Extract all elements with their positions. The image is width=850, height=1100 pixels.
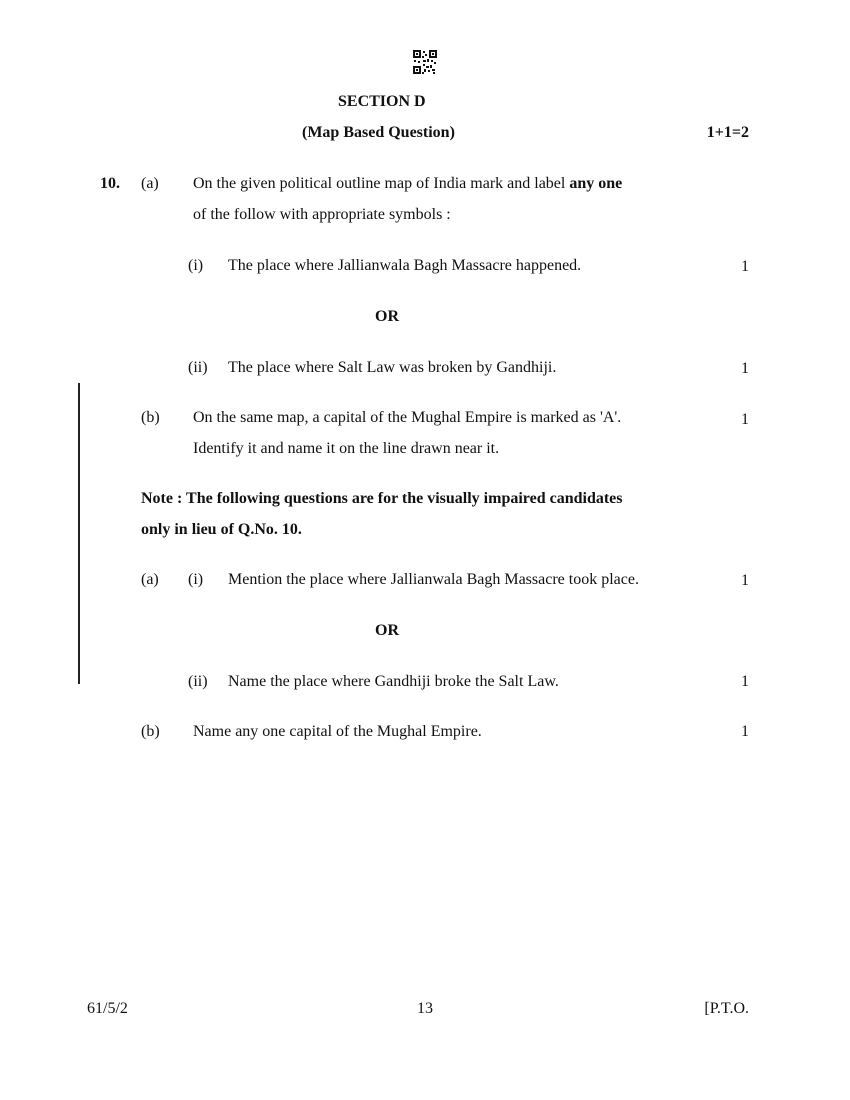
vi-part-a-label: (a)	[141, 571, 159, 588]
vi-part-b-label: (b)	[141, 723, 160, 740]
vi-option-ii-text: Name the place where Gandhiji broke the Salt Law.	[228, 673, 559, 690]
vi-option-i-label: (i)	[188, 571, 204, 588]
vi-option-ii-label: (ii)	[188, 673, 208, 690]
part-b-text-line-2: Identify it and name it on the line drawn near it.	[193, 440, 500, 457]
vi-option-i-mark: 1	[741, 572, 749, 589]
page-number: 13	[417, 1000, 433, 1017]
vi-option-i-text: Mention the place where Jallianwala Bagh Massacre took place.	[228, 571, 639, 588]
margin-line	[78, 383, 80, 684]
section-subtitle: (Map Based Question)	[302, 124, 455, 141]
part-b-label: (b)	[141, 409, 160, 426]
option-ii-text: The place where Salt Law was broken by Gandhiji.	[228, 359, 557, 376]
part-a-text-bold: any one	[569, 175, 623, 192]
or-divider: OR	[375, 308, 399, 325]
part-a-text-normal: On the given political outline map of India mark and label	[193, 175, 570, 192]
vi-option-ii-mark: 1	[741, 673, 749, 690]
qr-code-icon	[413, 50, 437, 74]
note-line-2: only in lieu of Q.No. 10.	[141, 521, 302, 538]
vi-part-b-text: Name any one capital of the Mughal Empire.	[193, 723, 482, 740]
vi-part-b-mark: 1	[741, 723, 749, 740]
part-b-mark: 1	[741, 411, 749, 428]
pto-label: [P.T.O.	[704, 1000, 749, 1017]
part-a-text-line-2: of the follow with appropriate symbols :	[193, 206, 451, 223]
vi-or-divider: OR	[375, 622, 399, 639]
paper-code: 61/5/2	[87, 1000, 128, 1017]
part-b-text-line-1: On the same map, a capital of the Mughal Empire is marked as 'A'.	[193, 409, 622, 426]
question-number: 10.	[100, 175, 120, 192]
option-i-label: (i)	[188, 257, 204, 274]
option-i-mark: 1	[741, 258, 749, 275]
part-a-label: (a)	[141, 175, 159, 192]
option-ii-label: (ii)	[188, 359, 208, 376]
note-line-1: Note : The following questions are for the visually impaired candidates	[141, 490, 623, 507]
total-marks: 1+1=2	[706, 124, 749, 141]
option-i-text: The place where Jallianwala Bagh Massacre happened.	[228, 257, 582, 274]
part-a-text-line-1	[193, 174, 622, 194]
section-title: SECTION D	[338, 93, 426, 110]
option-ii-mark: 1	[741, 360, 749, 377]
